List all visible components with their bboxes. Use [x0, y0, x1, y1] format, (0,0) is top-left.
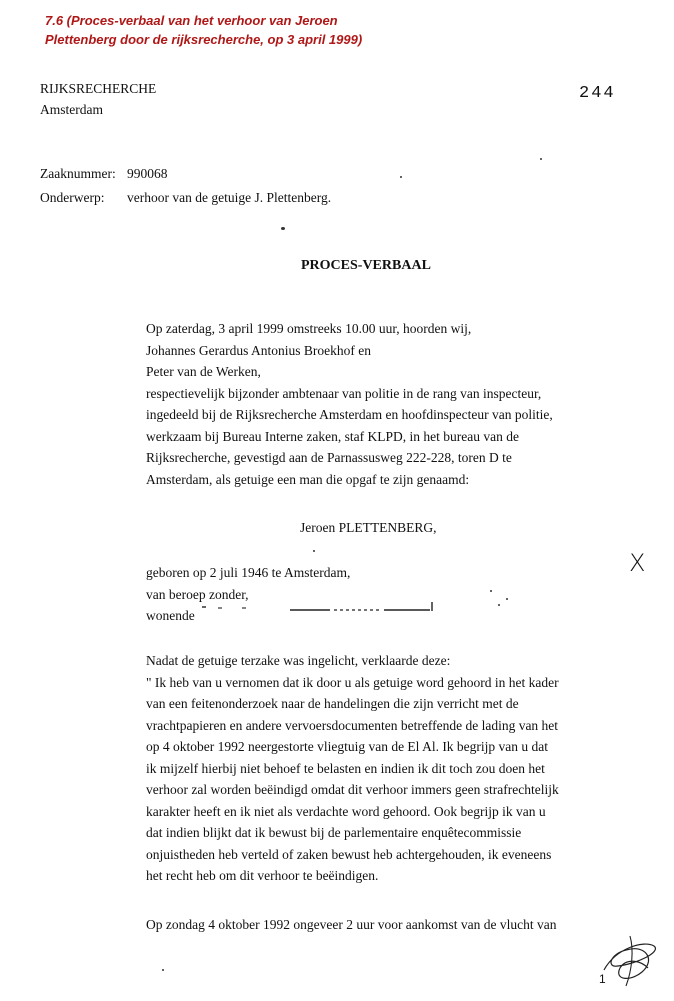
statement-line: karakter heeft en ik niet als verdachte word gehoord. Ook begrijp ik van u: [146, 803, 546, 819]
witness-info-line: geboren op 2 juli 1946 te Amsterdam,: [146, 565, 351, 580]
scan-speck: [400, 176, 402, 178]
intro-paragraph: [146, 318, 616, 490]
statement-line: verhoor zal worden beëindigd omdat dit verhoor immers geen strafrechtelijk: [146, 782, 559, 797]
paragraph-line: werkzaam bij Bureau Interne zaken, staf KLPD, in het bureau van de: [146, 428, 519, 444]
witness-info-line: wonende: [146, 608, 195, 623]
witness-name: Jeroen PLETTENBERG,: [300, 520, 437, 535]
paragraph-line: Peter van de Werken,: [146, 364, 261, 379]
signature-initials: [596, 930, 666, 990]
scan-speck: [490, 590, 492, 592]
document-header-line-1: 7.6 (Proces-verbaal van het verhoor van Jeroen: [45, 13, 338, 28]
witness-info-line: van beroep zonder,: [146, 586, 249, 602]
paragraph-line: Op zaterdag, 3 april 1999 omstreeks 10.00 uur, hoorden wij,: [146, 321, 472, 336]
statement-line: dat indien blijkt dat ik bewust bij de parlementaire enquêtecommissie: [146, 825, 522, 840]
scan-speck: [498, 604, 500, 606]
statement-line: onjuistheden heb verteld of zaken bewust heb achtergehouden, ik eveneens: [146, 846, 552, 862]
paragraph-line: Rijksrecherche, gevestigd aan de Parnassusweg 222-228, toren D te: [146, 450, 512, 465]
document-title: PROCES-VERBAAL: [301, 258, 431, 273]
statement-line: op 4 oktober 1992 neergestorte vliegtuig van de El Al. Ik begrijp van u dat: [146, 739, 549, 754]
statement-line: Nadat de getuige terzake was ingelicht, verklaarde deze:: [146, 653, 451, 668]
page-stamp-number: 244: [579, 84, 616, 103]
scan-speck: [313, 550, 315, 552]
scan-speck: [506, 598, 508, 600]
statement-line: van een feitenonderzoek naar de handelingen die zijn verricht met de: [146, 696, 519, 711]
case-number-label: Zaaknummer:: [40, 166, 116, 181]
continuation-line: Op zondag 4 oktober 1992 ongeveer 2 uur voor aankomst van de vlucht van: [146, 917, 557, 932]
scan-speck: [540, 158, 542, 160]
case-subject-label: Onderwerp:: [40, 190, 105, 205]
statement-line: " Ik heb van u vernomen dat ik door u als getuige word gehoord in het kader: [146, 674, 559, 690]
statement-line: ik mijzelf hierbij niet behoef te belasten en indien ik dit toch zou doen het: [146, 760, 545, 776]
witness-info: [146, 562, 616, 627]
paragraph-line: Johannes Gerardus Antonius Broekhof en: [146, 342, 371, 358]
page-number: 1: [599, 972, 606, 986]
paragraph-line: Amsterdam, als getuige een man die opgaf te zijn genaamd:: [146, 471, 470, 487]
scan-speck: [162, 969, 164, 971]
case-number-value: 990068: [127, 166, 168, 181]
statement-line: vrachtpapieren en andere vervoersdocumenten betreffende de lading van het: [146, 717, 559, 733]
statement-paragraph: [146, 650, 616, 887]
paragraph-line: respectievelijk bijzonder ambtenaar van politie in de rang van inspecteur,: [146, 385, 542, 401]
paragraph-line: ingedeeld bij de Rijksrecherche Amsterdam en hoofdinspecteur van politie,: [146, 407, 553, 422]
organisation-city: Amsterdam: [40, 102, 103, 117]
redacted-address-line: [200, 600, 440, 616]
statement-line: het recht heb om dit verhoor te beëindigen.: [146, 868, 379, 883]
margin-cross-mark: X: [629, 549, 646, 577]
case-subject-value: verhoor van de getuige J. Plettenberg.: [127, 190, 332, 205]
scan-speck: [281, 227, 285, 230]
organisation-name: RIJKSRECHERCHE: [40, 81, 157, 96]
document-header-line-2: Plettenberg door de rijksrecherche, op 3 april 1999): [45, 32, 363, 47]
